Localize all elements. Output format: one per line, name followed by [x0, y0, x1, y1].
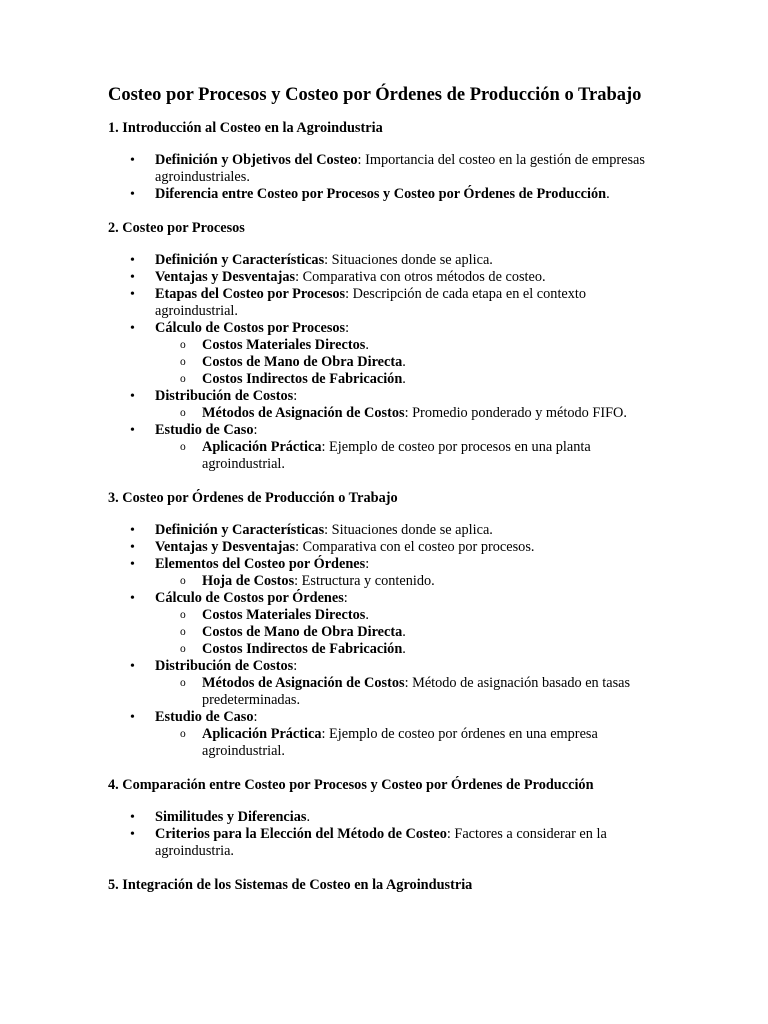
list-item: • Ventajas y Desventajas: Comparativa con otros métodos de costeo. — [108, 269, 653, 286]
list-item: • Criterios para la Elección del Método de Costeo: Factores a considerar en la agroindustria. — [108, 826, 653, 860]
list-item: • Etapas del Costeo por Procesos: Descripción de cada etapa en el contexto agroindustrial. — [108, 286, 653, 320]
section-heading-1: 1. Introducción al Costeo en la Agroindustria — [108, 120, 383, 136]
list-item: • Estudio de Caso: o Aplicación Práctica: Ejemplo de costeo por procesos en una planta agroindustrial. — [108, 422, 653, 473]
list-item: • Definición y Objetivos del Costeo: Importancia del costeo en la gestión de empresas agroindustriales. — [108, 152, 653, 186]
list-item: • Distribución de Costos: o Métodos de Asignación de Costos: Método de asignación basado en tasas predeterminadas. — [108, 658, 653, 709]
sublist-item: o Costos Indirectos de Fabricación. — [155, 371, 653, 388]
section-heading-3: 3. Costeo por Órdenes de Producción o Trabajo — [108, 490, 398, 506]
section-4-list — [108, 809, 653, 860]
section-heading-4: 4. Comparación entre Costeo por Procesos y Costeo por Órdenes de Producción — [108, 777, 594, 793]
list-item: • Distribución de Costos: o Métodos de Asignación de Costos: Promedio ponderado y método FIFO. — [108, 388, 653, 422]
sublist — [155, 337, 653, 388]
document-page — [108, 84, 653, 909]
sublist — [155, 726, 653, 760]
sublist — [155, 405, 653, 422]
list-item: • Cálculo de Costos por Procesos: o Costos Materiales Directos. o Costos de Mano de Obra Directa. o Costos Indirectos de Fabricación. — [108, 320, 653, 388]
list-item: • Definición y Características: Situaciones donde se aplica. — [108, 522, 653, 539]
section-heading-2: 2. Costeo por Procesos — [108, 220, 245, 236]
sublist-item: o Costos Materiales Directos. — [155, 607, 653, 624]
sublist — [155, 439, 653, 473]
section-3-list — [108, 522, 653, 760]
sublist-item: o Costos Indirectos de Fabricación. — [155, 641, 653, 658]
section-1-list — [108, 152, 653, 203]
list-item: • Elementos del Costeo por Órdenes: o Hoja de Costos: Estructura y contenido. — [108, 556, 653, 590]
list-item: • Definición y Características: Situaciones donde se aplica. — [108, 252, 653, 269]
sublist — [155, 573, 653, 590]
sublist-item: o Costos de Mano de Obra Directa. — [155, 624, 653, 641]
section-heading-5: 5. Integración de los Sistemas de Costeo en la Agroindustria — [108, 877, 473, 893]
sublist-item: o Costos Materiales Directos. — [155, 337, 653, 354]
list-item: • Similitudes y Diferencias. — [108, 809, 653, 826]
section-2-list — [108, 252, 653, 473]
sublist-item: o Hoja de Costos: Estructura y contenido. — [155, 573, 653, 590]
sublist — [155, 675, 653, 709]
list-item: • Ventajas y Desventajas: Comparativa con el costeo por procesos. — [108, 539, 653, 556]
list-item: • Cálculo de Costos por Órdenes: o Costos Materiales Directos. o Costos de Mano de Obra Directa. o Costos Indirectos de Fabricación. — [108, 590, 653, 658]
sublist-item: o Aplicación Práctica: Ejemplo de costeo por procesos en una planta agroindustrial. — [155, 439, 653, 473]
sublist-item: o Costos de Mano de Obra Directa. — [155, 354, 653, 371]
list-item: • Estudio de Caso: o Aplicación Práctica: Ejemplo de costeo por órdenes en una empresa agroindustrial. — [108, 709, 653, 760]
sublist-item: o Aplicación Práctica: Ejemplo de costeo por órdenes en una empresa agroindustrial. — [155, 726, 653, 760]
document-title: Costeo por Procesos y Costeo por Órdenes de Producción o Trabajo — [108, 85, 642, 105]
sublist-item: o Métodos de Asignación de Costos: Promedio ponderado y método FIFO. — [155, 405, 653, 422]
sublist — [155, 607, 653, 658]
list-item: • Diferencia entre Costeo por Procesos y Costeo por Órdenes de Producción. — [108, 186, 653, 203]
sublist-item: o Métodos de Asignación de Costos: Método de asignación basado en tasas predeterminadas. — [155, 675, 653, 709]
